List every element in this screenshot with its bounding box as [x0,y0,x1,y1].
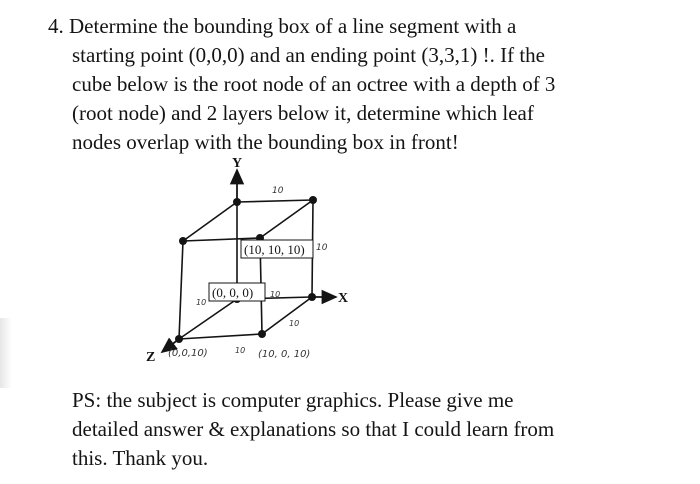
handwritten-front-bottom: 10 [235,346,246,355]
cube-edge [262,297,312,334]
handwritten-top-edge: 10 [272,186,284,196]
cube-edge [260,200,313,238]
label-top-coordinate: (10, 10, 10) [244,242,305,257]
cube-edge [237,200,313,202]
handwritten-right-edge: 10 [316,243,328,253]
question-line-3: cube below is the root node of an octree with a depth of 3 [72,72,556,96]
vertex-dot [175,335,183,343]
ps-line-3: this. Thank you. [72,446,209,470]
y-axis-label: Y [232,156,243,171]
handwritten-origin-right: 10 [270,290,281,299]
question-line-4: (root node) and 2 layers below it, determine which leaf [72,101,534,125]
cube-edge [179,334,262,339]
ps-note [72,386,692,473]
vertex-dot [233,198,241,206]
handwritten-z-corner: (0,0,10) [168,348,208,359]
ps-line-2: detailed answer & explanations so that I could learn from [72,417,555,441]
cube-edge [179,241,183,339]
handwritten-x-corner: (10, 0, 10) [258,349,311,360]
cube-edge [183,202,237,241]
vertex-dot [309,196,317,204]
cube-edge [179,299,237,339]
z-axis-label: Z [146,350,156,365]
question-number: 4. [48,14,64,38]
label-origin-coordinate: (0, 0, 0) [212,285,254,300]
question-line-2: starting point (0,0,0) and an ending point (3,3,1) !. If the [72,43,545,67]
question-line-5: nodes overlap with the bounding box in front! [72,130,459,154]
handwritten-front-left: 10 [196,298,207,307]
vertex-dot [258,330,266,338]
handwritten-back-bottom: 10 [289,319,300,328]
question-line-1: Determine the bounding box of a line segment with a [69,14,517,38]
vertex-dot [308,293,316,301]
x-axis-label: X [338,291,349,306]
ps-line-1: PS: the subject is computer graphics. Please give me [72,388,514,412]
vertex-dot [179,237,187,245]
